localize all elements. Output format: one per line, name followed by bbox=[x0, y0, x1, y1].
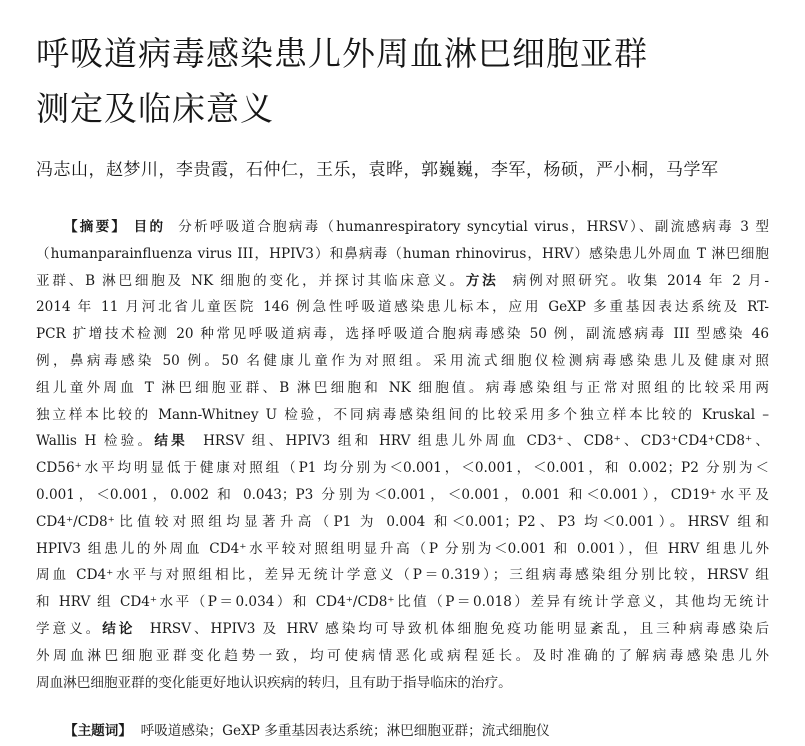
result-label: 结果 bbox=[154, 433, 188, 450]
abstract-line-8: 独立样本比较的 Mann-Whitney U 检验，不同病毒感染组间的比较采用多个独立样本比较的 Kruskal – bbox=[36, 406, 769, 423]
abstract-line-9: Wallis H 检验。结果 HRSV 组、HPIV3 组和 HRV 组患儿外周血 CD3⁺、CD8⁺、CD3⁺CD4⁺CD8⁺、 bbox=[36, 433, 769, 450]
title-line-2: 测定及临床意义 bbox=[36, 89, 274, 128]
abstract-line-15: 和 HRV 组 CD4⁺水平（P＝0.034）和 CD4⁺/CD8⁺比值（P＝0.018）差异有统计学意义，其他均无统计 bbox=[36, 594, 769, 611]
objective-label: 目的 bbox=[133, 219, 166, 235]
author-list: 冯志山，赵梦川，李贵霞，石仲仁，王乐，袁晔，郭巍巍，李军，杨硕，严小桐，马学军 bbox=[36, 160, 719, 180]
keywords-text: 呼吸道感染；GeXP 多重基因表达系统；淋巴细胞亚群；流式细胞仪 bbox=[140, 723, 550, 739]
abstract-label: 【摘要】 bbox=[64, 219, 128, 235]
abstract-line-3: 亚群、B 淋巴细胞及 NK 细胞的变化，并探讨其临床意义。方法 病例对照研究。收集 2014 年 2 月- bbox=[36, 272, 769, 289]
abstract-line-17: 外周血淋巴细胞亚群变化趋势一致，均可使病情恶化或病程延长。及时准确的了解病毒感染患儿外 bbox=[36, 647, 769, 664]
abstract-line-5: PCR 扩增技术检测 20 种常见呼吸道病毒，选择呼吸道合胞病毒感染 50 例，副流感病毒 III 型感染 46 bbox=[36, 326, 769, 343]
abstract-line-1: 【摘要】 目的 分析呼吸道合胞病毒（humanrespiratory syncytial virus，HRSV）、副流感病毒 3 型 bbox=[64, 219, 769, 235]
keywords-label: 【主题词】 bbox=[64, 723, 132, 739]
abstract-line-11: 0.001，＜0.001，0.002 和 0.043；P3 分别为＜0.001，＜0.001，0.001 和＜0.001），CD19⁺水平及 bbox=[36, 486, 769, 503]
abstract-line-6: 例，鼻病毒感染 50 例。50 名健康儿童作为对照组。采用流式细胞仪检测病毒感染患儿及健康对照 bbox=[36, 352, 769, 369]
abstract-line-10: CD56⁺水平均明显低于健康对照组（P1 均分别为＜0.001，＜0.001，＜0.001，和 0.002；P2 分别为＜ bbox=[36, 460, 769, 477]
abstract-line-18: 周血淋巴细胞亚群的变化能更好地认识疾病的转归，且有助于指导临床的治疗。 bbox=[36, 674, 512, 691]
abstract-line-14: 周血 CD4⁺水平与对照组相比，差异无统计学意义（P＝0.319）；三组病毒感染组分别比较，HRSV 组 bbox=[36, 567, 769, 584]
abstract-line-12: CD4⁺/CD8⁺比值较对照组均显著升高（P1 为 0.004 和＜0.001；P2、P3 均＜0.001）。HRSV 组和 bbox=[36, 513, 769, 530]
abstract-line-4: 2014 年 11 月河北省儿童医院 146 例急性呼吸道感染患儿标本，应用 GeXP 多重基因表达系统及 RT- bbox=[36, 299, 769, 316]
paper-title bbox=[36, 26, 776, 136]
abstract-line-16: 学意义。结论 HRSV、HPIV3 及 HRV 感染均可导致机体细胞免疫功能明显紊乱，且三种病毒感染后 bbox=[36, 620, 769, 637]
title-line-1: 呼吸道病毒感染患儿外周血淋巴细胞亚群 bbox=[36, 34, 648, 73]
abstract-line-7: 组儿童外周血 T 淋巴细胞亚群、B 淋巴细胞和 NK 细胞值。病毒感染组与正常对照组的比较采用两 bbox=[36, 379, 769, 396]
abstract-line-2: （humanparainfluenza virus III，HPIV3）和鼻病毒（human rhinovirus，HRV）感染患儿外周血 T 淋巴细胞 bbox=[36, 245, 769, 262]
abstract bbox=[36, 214, 769, 696]
conclusion-label: 结论 bbox=[102, 620, 136, 637]
method-label: 方法 bbox=[465, 272, 499, 289]
abstract-line-13: HPIV3 组患儿的外周血 CD4⁺水平较对照组明显升高（P 分别为＜0.001 和 0.001），但 HRV 组患儿外 bbox=[36, 540, 769, 557]
keywords bbox=[64, 718, 769, 744]
